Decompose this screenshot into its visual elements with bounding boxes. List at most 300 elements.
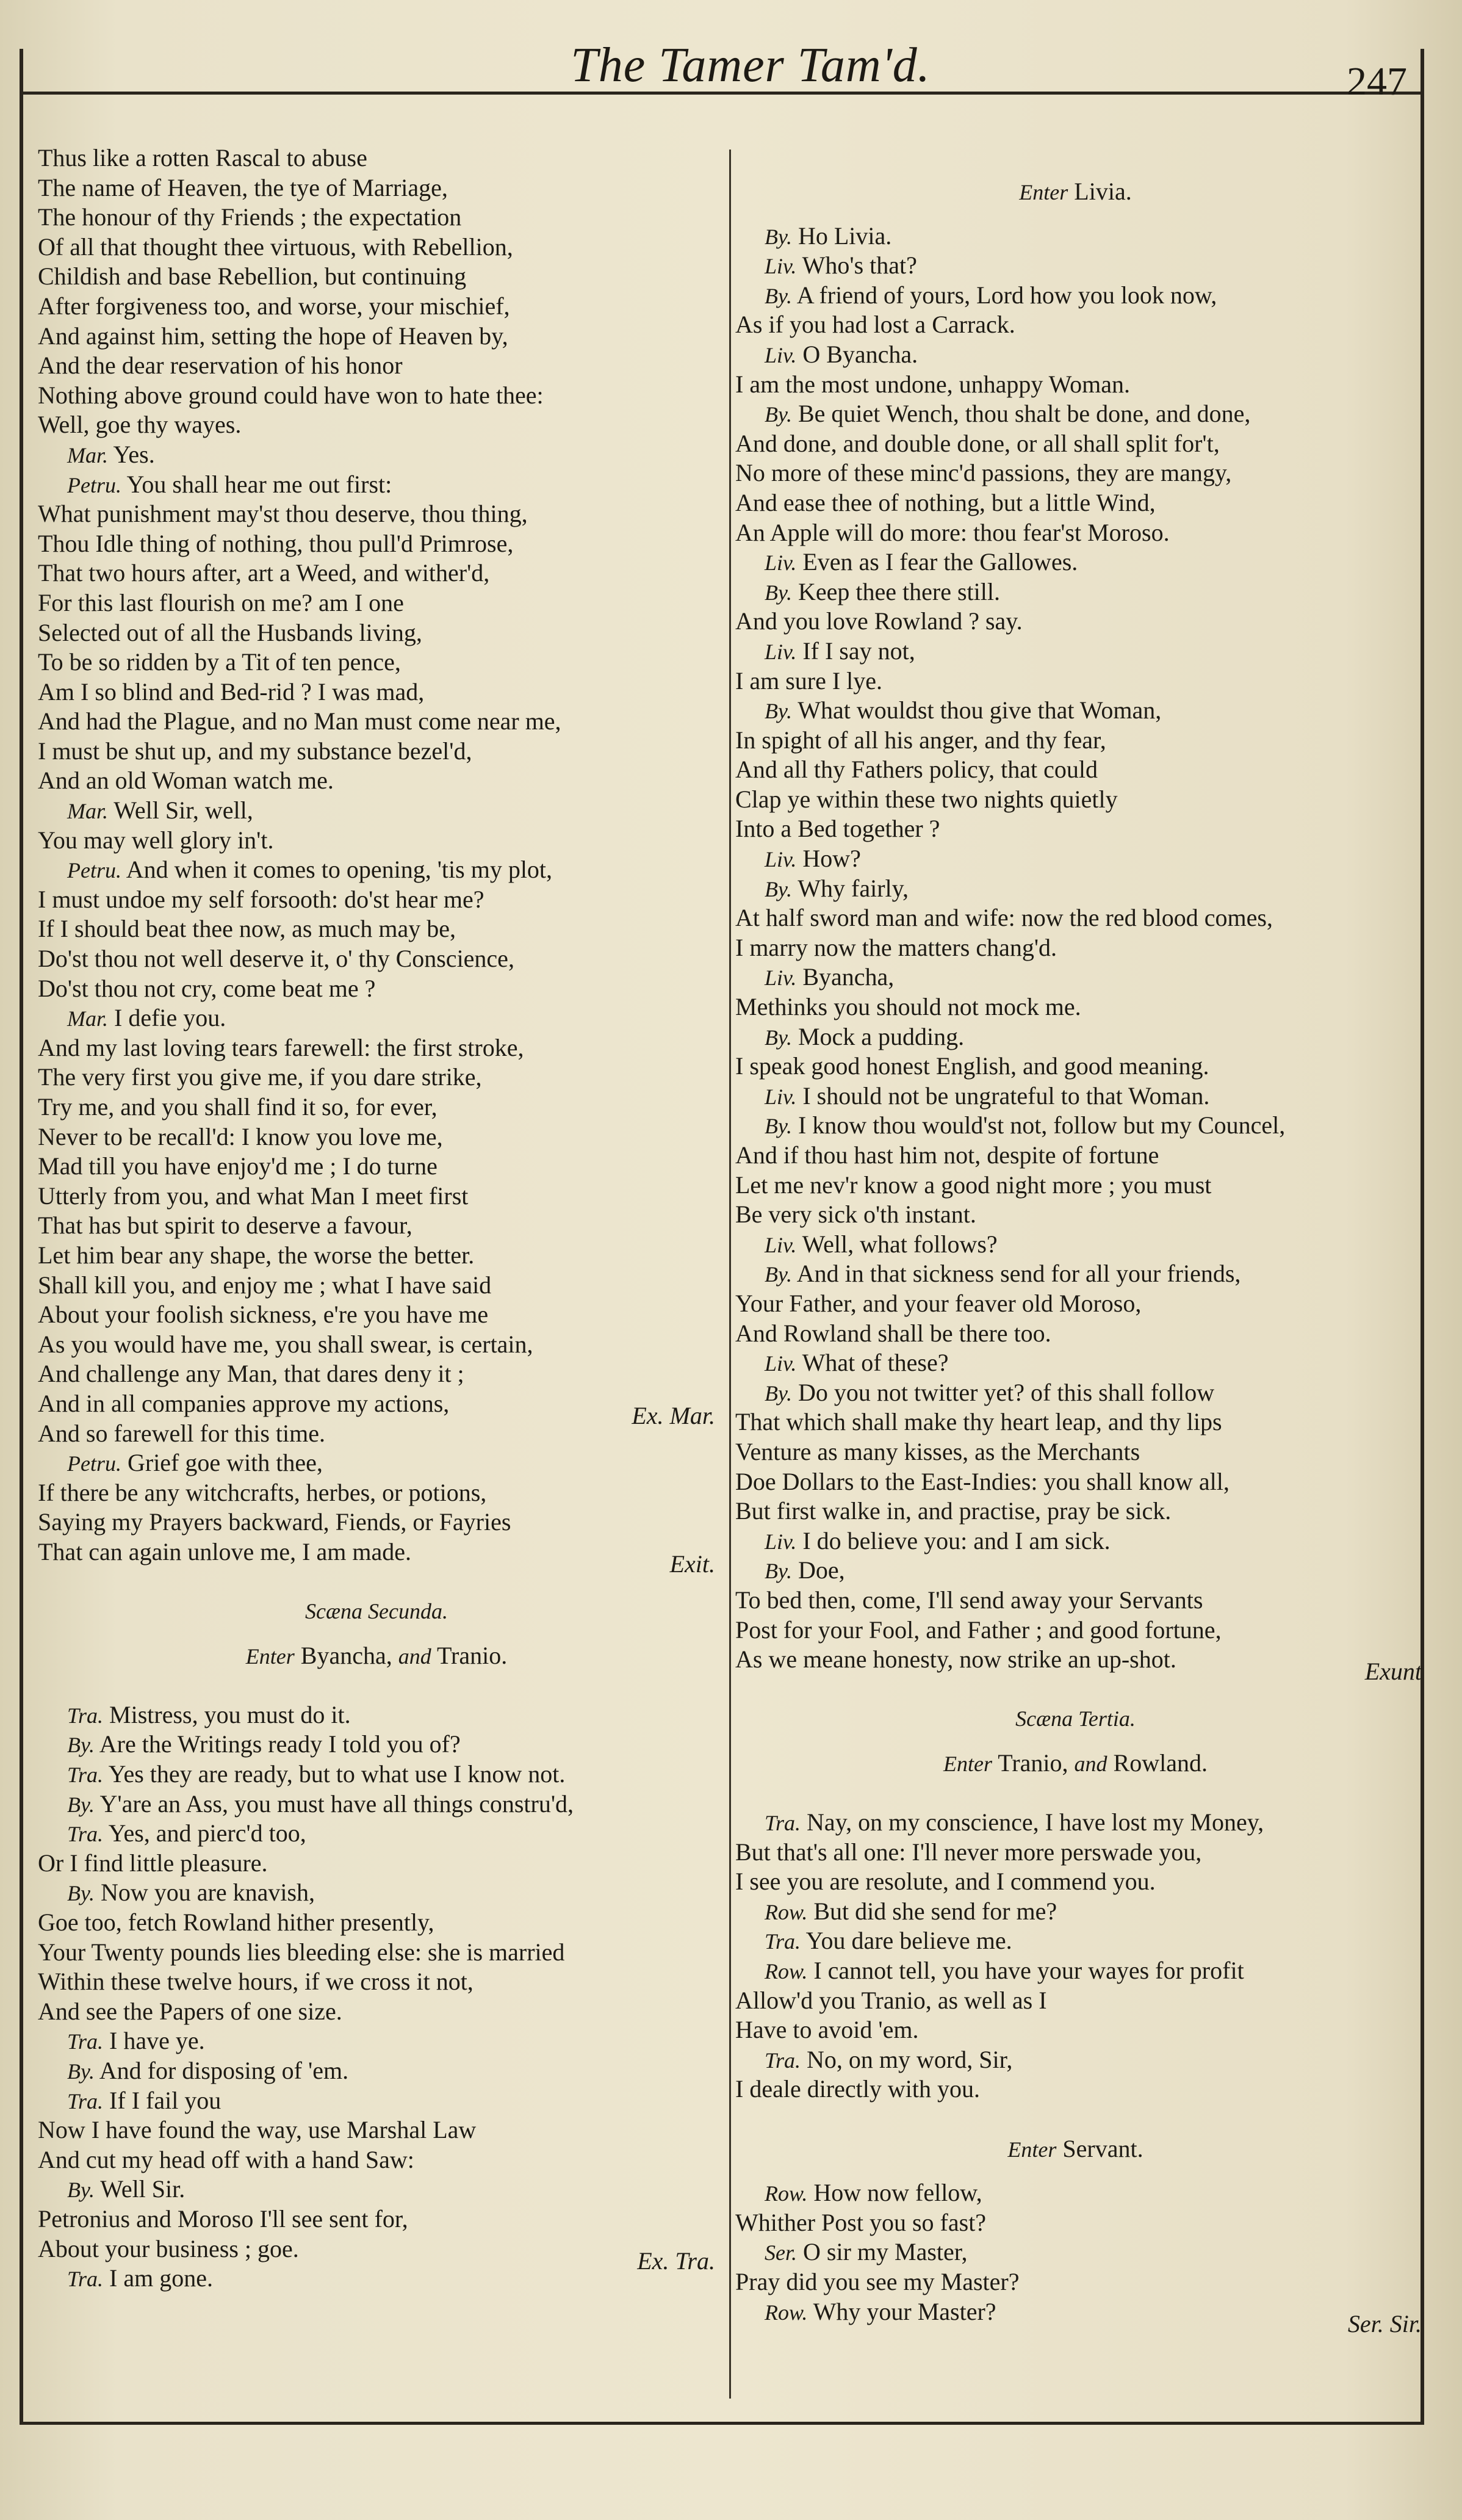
verse-line xyxy=(38,143,715,173)
verse-text: And challenge any Man, that dares deny it ; xyxy=(38,1360,464,1388)
verse-line xyxy=(38,2234,715,2275)
verse-line xyxy=(38,944,715,974)
verse-line xyxy=(735,814,1416,844)
speaker-name: Tra. xyxy=(765,1811,801,1836)
speech-line xyxy=(38,2175,715,2204)
verse-text: Doe Dollars to the East-Indies: you shall know all, xyxy=(735,1467,1230,1495)
speech-line xyxy=(38,855,715,885)
verse-line xyxy=(38,1389,715,1429)
verse-text: If I should beat thee now, as much may be, xyxy=(38,915,456,943)
exit-direction: Ex. Tra. xyxy=(637,2247,715,2275)
verse-line xyxy=(38,203,715,233)
speaker-name: Liv. xyxy=(765,966,797,991)
verse-line xyxy=(38,351,715,381)
speech-text: What wouldst thou give that Woman, xyxy=(798,696,1162,724)
left-column xyxy=(38,143,715,2294)
speech-line xyxy=(735,874,1416,904)
verse-text: In spight of all his anger, and thy fear, xyxy=(735,726,1106,754)
verse-line xyxy=(735,1467,1416,1497)
verse-line xyxy=(38,1359,715,1389)
exit-direction: Exit. xyxy=(669,1550,715,1578)
verse-line xyxy=(38,233,715,262)
verse-text: Thus like a rotten Rascal to abuse xyxy=(38,144,367,171)
speaker-name: By. xyxy=(765,402,792,427)
speech-text: How now fellow, xyxy=(813,2179,982,2207)
stage-enter: Enter xyxy=(1007,2137,1057,2162)
page-number: 247 xyxy=(1347,59,1407,104)
verse-line xyxy=(735,518,1416,548)
speech-line xyxy=(735,399,1416,429)
verse-line xyxy=(735,1867,1416,1897)
speech-text: Now you are knavish, xyxy=(100,1879,315,1907)
spacer xyxy=(38,1670,715,1700)
verse-line xyxy=(735,1052,1416,1081)
stage-direction xyxy=(38,1641,715,1671)
verse-text: And you love Rowland ? say. xyxy=(735,607,1023,635)
speech-text: No, on my word, Sir, xyxy=(807,2045,1013,2073)
verse-text: Mad till you have enjoy'd me ; I do turne xyxy=(38,1152,438,1180)
verse-line xyxy=(38,499,715,529)
speaker-name: By. xyxy=(765,699,792,724)
verse-line xyxy=(38,381,715,411)
verse-text: And done, and double done, or all shall split for't, xyxy=(735,429,1220,457)
verse-text: That two hours after, art a Weed, and wither'd, xyxy=(38,559,490,587)
speaker-name: Liv. xyxy=(765,639,797,664)
verse-line xyxy=(38,1537,715,1578)
verse-line xyxy=(38,648,715,677)
verse-text: Whither Post you so fast? xyxy=(735,2208,987,2236)
speech-text: I know thou would'st not, follow but my Councel, xyxy=(798,1111,1286,1139)
verse-line xyxy=(735,666,1416,696)
speech-line xyxy=(735,1348,1416,1378)
speech-text: Mistress, you must do it. xyxy=(109,1700,351,1728)
verse-line xyxy=(38,292,715,322)
verse-line xyxy=(38,826,715,856)
speech-text: Y'are an Ass, you must have all things constru'd, xyxy=(99,1789,574,1818)
verse-line xyxy=(38,677,715,707)
speech-line xyxy=(38,1730,715,1760)
verse-line xyxy=(38,618,715,648)
verse-line xyxy=(735,992,1416,1022)
verse-line xyxy=(38,885,715,915)
speech-line xyxy=(735,1956,1416,1986)
verse-text: Be very sick o'th instant. xyxy=(735,1200,976,1229)
verse-text: Now I have found the way, use Marshal Law xyxy=(38,2116,477,2144)
speaker-name: Ser. xyxy=(765,2240,797,2265)
speech-text: What of these? xyxy=(802,1349,949,1377)
speaker-name: By. xyxy=(765,1114,792,1139)
verse-line xyxy=(38,737,715,767)
verse-text: To bed then, come, I'll send away your Servants xyxy=(735,1586,1203,1614)
spacer xyxy=(38,1626,715,1641)
speech-text: But did she send for me? xyxy=(813,1897,1057,1925)
verse-line xyxy=(38,1908,715,1938)
speaker-name: Mar. xyxy=(67,442,109,468)
verse-text: Pray did you see my Master? xyxy=(735,2267,1020,2295)
speaker-name: By. xyxy=(765,1025,792,1050)
verse-text: Of all that thought thee virtuous, with Rebellion, xyxy=(38,233,513,261)
speech-text: Yes they are ready, but to what use I know not. xyxy=(108,1760,566,1788)
speech-text: Even as I fear the Gallowes. xyxy=(802,548,1078,576)
speech-text: And when it comes to opening, 'tis my plot, xyxy=(126,856,553,884)
speech-text: Who's that? xyxy=(802,251,917,280)
verse-text: Post for your Fool, and Father ; and good fortune, xyxy=(735,1616,1222,1644)
column-divider xyxy=(729,150,731,2399)
verse-line xyxy=(735,607,1416,637)
speech-text: Well Sir. xyxy=(100,2175,185,2203)
speaker-name: By. xyxy=(765,283,792,308)
speaker-name: Liv. xyxy=(765,1232,797,1257)
speech-text: Doe, xyxy=(798,1556,845,1584)
speech-text: Byancha, xyxy=(802,963,895,991)
verse-text: Do'st thou not well deserve it, o' thy Conscience, xyxy=(38,945,514,973)
verse-text: And ease thee of nothing, but a little Wind, xyxy=(735,488,1156,516)
verse-line xyxy=(38,558,715,588)
verse-line xyxy=(38,529,715,559)
speaker-name: Mar. xyxy=(67,799,109,824)
verse-line xyxy=(38,1063,715,1092)
verse-line xyxy=(38,2145,715,2175)
verse-text: Have to avoid 'em. xyxy=(735,2016,919,2044)
verse-line xyxy=(735,785,1416,815)
verse-text: Methinks you should not mock me. xyxy=(735,993,1081,1021)
verse-line xyxy=(735,1171,1416,1200)
speaker-name: Petru. xyxy=(67,1451,121,1476)
speech-line xyxy=(735,844,1416,874)
speech-line xyxy=(735,1111,1416,1141)
verse-line xyxy=(735,488,1416,518)
speech-text: You shall hear me out first: xyxy=(126,470,392,498)
speech-text: Nay, on my conscience, I have lost my Money, xyxy=(807,1808,1264,1836)
verse-text: I must undoe my self forsooth: do'st hear me? xyxy=(38,885,484,913)
verse-line xyxy=(38,1507,715,1537)
verse-text: But that's all one: I'll never more perswade you, xyxy=(735,1838,1202,1866)
verse-line xyxy=(735,1496,1416,1526)
speech-line xyxy=(735,1230,1416,1260)
speech-text: If I say not, xyxy=(802,637,915,665)
verse-text: Try me, and you shall find it so, for ever, xyxy=(38,1093,438,1121)
verse-text: I speak good honest English, and good meaning. xyxy=(735,1052,1209,1080)
speaker-name: Liv. xyxy=(765,551,797,576)
verse-line xyxy=(735,1838,1416,1868)
verse-text: I am the most undone, unhappy Woman. xyxy=(735,370,1131,398)
speech-text: And in that sickness send for all your friends, xyxy=(796,1260,1241,1288)
stage-and: and xyxy=(1074,1751,1107,1776)
speech-line xyxy=(735,2237,1416,2267)
speaker-name: By. xyxy=(765,1262,792,1287)
speaker-name: Tra. xyxy=(765,1929,801,1954)
verse-text: I see you are resolute, and I commend you. xyxy=(735,1868,1156,1896)
footer-rule xyxy=(20,2422,1424,2425)
speech-text: O Byancha. xyxy=(802,340,918,368)
speech-line xyxy=(735,1378,1416,1408)
verse-text: I deale directly with you. xyxy=(735,2075,980,2103)
verse-text: Clap ye within these two nights quietly xyxy=(735,785,1118,813)
verse-text: And see the Papers of one size. xyxy=(38,1997,342,2025)
speech-line xyxy=(38,2264,715,2294)
speaker-name: By. xyxy=(765,1381,792,1406)
speaker-name: By. xyxy=(67,1733,95,1758)
verse-text: That which shall make thy heart leap, and thy lips xyxy=(735,1408,1222,1436)
speaker-name: Liv. xyxy=(765,847,797,872)
verse-line xyxy=(38,914,715,944)
speech-line xyxy=(735,1926,1416,1956)
verse-text: And against him, setting the hope of Heaven by, xyxy=(38,322,508,350)
speaker-name: Tra. xyxy=(765,2048,801,2073)
verse-line xyxy=(38,1152,715,1182)
verse-text: The name of Heaven, the tye of Marriage, xyxy=(38,173,448,201)
verse-line xyxy=(38,766,715,796)
speech-line xyxy=(38,1760,715,1789)
verse-line xyxy=(38,1967,715,1997)
speech-line xyxy=(735,577,1416,607)
verse-line xyxy=(38,1122,715,1152)
stage-and: and xyxy=(398,1644,431,1669)
speech-text: You dare believe me. xyxy=(805,1927,1012,1955)
verse-text: As if you had lost a Carrack. xyxy=(735,311,1015,339)
speech-line xyxy=(38,2056,715,2086)
scene-heading: Scæna Secunda. xyxy=(305,1599,448,1624)
speaker-name: Tra. xyxy=(67,1703,104,1728)
verse-text: Do'st thou not cry, come beat me ? xyxy=(38,974,376,1002)
verse-line xyxy=(38,173,715,203)
speech-text: I defie you. xyxy=(114,1004,226,1032)
verse-line xyxy=(38,1478,715,1508)
speech-line xyxy=(38,1878,715,1908)
verse-line xyxy=(735,1200,1416,1230)
verse-text: No more of these minc'd passions, they are mangy, xyxy=(735,459,1232,487)
speaker-name: Liv. xyxy=(765,1529,797,1554)
verse-text: After forgiveness too, and worse, your mischief, xyxy=(38,292,510,320)
verse-text: Allow'd you Tranio, as well as I xyxy=(735,1986,1047,2014)
speaker-name: Liv. xyxy=(765,342,797,367)
verse-text: Thou Idle thing of nothing, thou pull'd Primrose, xyxy=(38,529,514,557)
speech-text: How? xyxy=(802,845,861,873)
speech-line xyxy=(38,1700,715,1730)
speech-text: Are the Writings ready I told you of? xyxy=(99,1730,461,1758)
speech-text: A friend of yours, Lord how you look now, xyxy=(796,281,1217,309)
scene-heading: Scæna Tertia. xyxy=(1015,1706,1136,1731)
speech-line xyxy=(735,696,1416,726)
verse-text: For this last flourish on me? am I one xyxy=(38,588,404,616)
verse-line xyxy=(38,1033,715,1063)
verse-line xyxy=(38,707,715,737)
speaker-name: By. xyxy=(67,2178,95,2203)
speech-line xyxy=(735,2045,1416,2075)
speech-text: If I fail you xyxy=(109,2086,221,2114)
speaker-name: Row. xyxy=(765,1899,808,1924)
verse-line xyxy=(735,2208,1416,2238)
speech-line xyxy=(735,251,1416,281)
spacer xyxy=(735,1675,1416,1705)
verse-text: About your foolish sickness, e're you have me xyxy=(38,1301,489,1329)
right-column xyxy=(735,177,1422,2338)
speaker-name: Row. xyxy=(765,1959,808,1984)
verse-text: That can again unlove me, I am made. xyxy=(38,1537,411,1565)
verse-line xyxy=(38,1241,715,1271)
verse-line xyxy=(735,458,1416,488)
verse-text: An Apple will do more: thou fear'st Moroso. xyxy=(735,518,1170,546)
verse-text: But first walke in, and practise, pray be sick. xyxy=(735,1497,1172,1525)
speech-text: Grief goe with thee, xyxy=(127,1449,323,1477)
speech-line xyxy=(38,2026,715,2056)
speech-text: Do you not twitter yet? of this shall follow xyxy=(798,1378,1215,1406)
speaker-name: By. xyxy=(67,1881,95,1906)
speaker-name: Liv. xyxy=(765,1084,797,1109)
verse-line xyxy=(735,2267,1416,2297)
stage-direction xyxy=(735,177,1416,207)
verse-text: Well, goe thy wayes. xyxy=(38,411,242,439)
speech-line xyxy=(735,1022,1416,1052)
speech-text: I cannot tell, you have your wayes for profit xyxy=(813,1957,1244,1985)
verse-line xyxy=(735,933,1416,963)
speaker-name: Tra. xyxy=(67,1822,104,1847)
verse-text: About your business ; goe. xyxy=(38,2234,299,2262)
spacer xyxy=(735,2104,1416,2134)
verse-text: And had the Plague, and no Man must come near me, xyxy=(38,707,561,735)
verse-line xyxy=(38,588,715,618)
verse-line xyxy=(38,1211,715,1241)
verse-line xyxy=(735,1616,1416,1645)
verse-text: Selected out of all the Husbands living, xyxy=(38,618,422,646)
stage-names: Servant. xyxy=(1062,2134,1143,2162)
speaker-name: By. xyxy=(67,1792,95,1817)
verse-text: Venture as many kisses, as the Merchants xyxy=(735,1437,1140,1465)
speech-text: Be quiet Wench, thou shalt be done, and done, xyxy=(798,400,1251,428)
verse-text: Your Twenty pounds lies bleeding else: she is married xyxy=(38,1938,565,1966)
verse-line xyxy=(38,1849,715,1879)
verse-text: And so farewell for this time. xyxy=(38,1419,325,1447)
verse-line xyxy=(735,2074,1416,2104)
stage-enter: Enter xyxy=(245,1644,295,1669)
verse-text: I am sure I lye. xyxy=(735,666,883,695)
verse-line xyxy=(38,974,715,1004)
verse-line xyxy=(735,1141,1416,1171)
verse-text: The very first you give me, if you dare strike, xyxy=(38,1063,482,1091)
verse-text: The honour of thy Friends ; the expectation xyxy=(38,203,462,231)
speech-text: I should not be ungrateful to that Woman. xyxy=(802,1081,1210,1110)
speech-line xyxy=(38,1819,715,1849)
stage-names: Byancha, xyxy=(300,1641,392,1669)
verse-text: If there be any witchcrafts, herbes, or potions, xyxy=(38,1478,487,1506)
spacer xyxy=(735,1778,1416,1808)
speech-text: And for disposing of 'em. xyxy=(99,2057,349,2084)
verse-text: Your Father, and your feaver old Moroso, xyxy=(735,1289,1142,1317)
speech-line xyxy=(735,1897,1416,1927)
spacer xyxy=(38,1567,715,1597)
verse-line xyxy=(38,262,715,292)
speech-line xyxy=(735,1556,1416,1586)
speech-line xyxy=(735,340,1416,370)
verse-line xyxy=(38,1938,715,1968)
verse-text: Into a Bed together ? xyxy=(735,815,940,843)
verse-line xyxy=(38,1271,715,1301)
speech-text: Yes. xyxy=(113,440,155,468)
speaker-name: By. xyxy=(67,2059,95,2084)
speech-line xyxy=(735,1526,1416,1556)
verse-text: At half sword man and wife: now the red blood comes, xyxy=(735,904,1273,932)
speech-text: Well, what follows? xyxy=(802,1230,998,1258)
speaker-name: Row. xyxy=(765,2300,808,2325)
verse-line xyxy=(38,1092,715,1122)
verse-line xyxy=(38,322,715,352)
verse-line xyxy=(38,1330,715,1360)
verse-line xyxy=(735,1319,1416,1349)
stage-direction xyxy=(735,2134,1416,2164)
stage-names: Tranio, xyxy=(998,1749,1068,1777)
verse-line xyxy=(38,1997,715,2027)
verse-line xyxy=(735,429,1416,459)
verse-line xyxy=(38,1182,715,1211)
speaker-name: Tra. xyxy=(67,1763,104,1788)
verse-text: Or I find little pleasure. xyxy=(38,1849,268,1877)
speech-text: Mock a pudding. xyxy=(798,1022,965,1050)
speech-line xyxy=(735,2297,1422,2338)
verse-text: That has but spirit to deserve a favour, xyxy=(38,1211,412,1240)
verse-text: Never to be recall'd: I know you love me, xyxy=(38,1122,443,1150)
speaker-name: Tra. xyxy=(67,2267,104,2292)
speaker-name: Tra. xyxy=(67,2029,104,2054)
verse-line xyxy=(735,1289,1416,1319)
speech-text: Ho Livia. xyxy=(798,222,892,250)
verse-text: Let him bear any shape, the worse the better. xyxy=(38,1241,475,1269)
stage-names-2: Rowland. xyxy=(1113,1749,1208,1777)
speech-line xyxy=(38,440,715,470)
verse-line xyxy=(735,310,1416,340)
speech-line xyxy=(735,1808,1416,1838)
verse-text: I must be shut up, and my substance bezel'd, xyxy=(38,737,472,765)
speech-line xyxy=(735,281,1416,311)
speaker-name: Petru. xyxy=(67,858,121,883)
verse-line xyxy=(735,1437,1416,1467)
verse-text: Petronius and Moroso I'll see sent for, xyxy=(38,2204,408,2233)
speech-text: Yes, and pierc'd too, xyxy=(108,1819,306,1847)
speaker-name: Liv. xyxy=(765,1351,797,1376)
speech-line xyxy=(735,1259,1416,1289)
speech-line xyxy=(735,547,1416,577)
verse-text: I marry now the matters chang'd. xyxy=(735,933,1057,961)
speech-line xyxy=(735,962,1416,992)
verse-line xyxy=(38,2204,715,2234)
verse-text: And if thou hast him not, despite of fortune xyxy=(735,1141,1159,1169)
speech-text: Why your Master? xyxy=(813,2297,996,2325)
speaker-name: By. xyxy=(765,1559,792,1584)
speech-text: Why fairly, xyxy=(798,874,909,902)
verse-text: Let me nev'r know a good night more ; you must xyxy=(735,1171,1212,1199)
verse-line xyxy=(735,903,1416,933)
verse-text: Am I so blind and Bed-rid ? I was mad, xyxy=(38,677,425,706)
verse-line xyxy=(735,726,1416,756)
speech-line xyxy=(38,796,715,826)
speech-text: O sir my Master, xyxy=(803,2238,968,2266)
verse-line xyxy=(38,410,715,440)
speaker-name: Tra. xyxy=(67,2089,104,2114)
spacer xyxy=(735,2164,1416,2178)
speech-line xyxy=(735,1081,1416,1111)
speech-line xyxy=(38,1789,715,1819)
verse-text: As we meane honesty, now strike an up-shot. xyxy=(735,1645,1176,1673)
speech-line xyxy=(735,222,1416,251)
verse-text: Saying my Prayers backward, Fiends, or Fayries xyxy=(38,1508,511,1536)
verse-text: And the dear reservation of his honor xyxy=(38,352,403,380)
verse-line xyxy=(735,370,1416,400)
speaker-name: By. xyxy=(765,876,792,901)
stage-names-2: Tranio. xyxy=(437,1641,508,1669)
verse-text: And cut my head off with a hand Saw: xyxy=(38,2145,414,2173)
verse-text: And in all companies approve my actions, xyxy=(38,1389,450,1417)
speaker-name: Liv. xyxy=(765,254,797,279)
speech-line xyxy=(38,470,715,500)
